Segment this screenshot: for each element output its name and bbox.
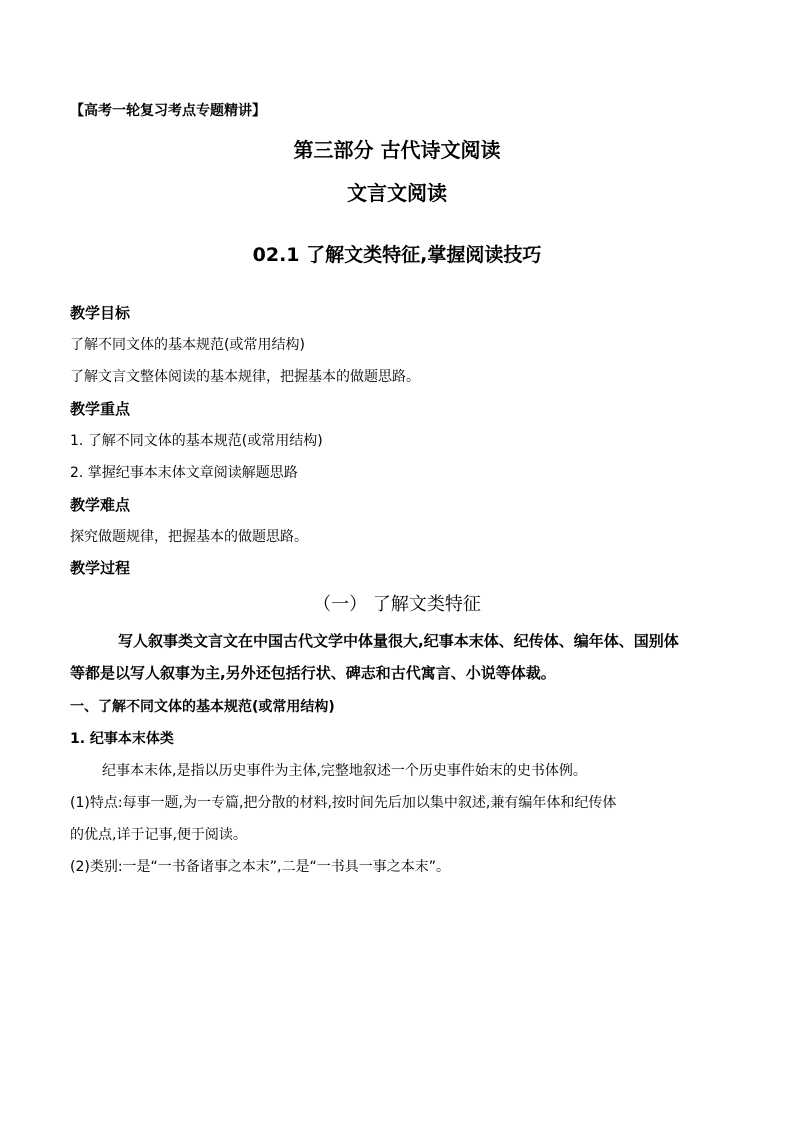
series-label: 【高考一轮复习考点专题精讲】 xyxy=(70,103,266,119)
intro-line-2: 等都是以写人叙事为主,另外还包括行状、碑志和古代寓言、小说等体裁。 xyxy=(70,664,556,682)
category-line: (2)类别:一是“一书备诸事之本末”,二是“一书具一事之本末”。 xyxy=(70,859,451,875)
definition-line: 纪事本末体,是指以历史事件为主体,完整地叙述一个历史事件始末的史书体例。 xyxy=(102,763,587,779)
process-heading: 教学过程 xyxy=(70,559,131,577)
feature-line-1: (1)特点:每事一题,为一专篇,把分散的材料,按时间先后加以集中叙述,兼有编年体和纪传体 xyxy=(70,795,617,811)
heading-a: 一、了解不同文体的基本规范(或常用结构) xyxy=(70,699,335,715)
part-title: 第三部分 古代诗文阅读 xyxy=(293,138,501,162)
difficulty-line-1: 探究做题规律，把握基本的做题思路。 xyxy=(70,529,308,545)
goal-line-1: 了解不同文体的基本规范(或常用结构) xyxy=(70,337,305,353)
sub-title: 文言文阅读 xyxy=(347,181,447,205)
heading-a1: 1. 纪事本末体类 xyxy=(70,731,174,747)
feature-line-2: 的优点,详于记事,便于阅读。 xyxy=(70,827,247,843)
focus-heading: 教学重点 xyxy=(70,400,131,418)
lesson-title: 02.1 了解文类特征,掌握阅读技巧 xyxy=(252,244,542,266)
goal-line-2: 了解文言文整体阅读的基本规律，把握基本的做题思路。 xyxy=(70,369,420,385)
section-one-title: （一） 了解文类特征 xyxy=(313,594,481,615)
difficulty-heading: 教学难点 xyxy=(70,496,131,514)
goal-heading: 教学目标 xyxy=(70,304,131,322)
focus-line-1: 1. 了解不同文体的基本规范(或常用结构) xyxy=(70,433,323,449)
focus-line-2: 2. 掌握纪事本末体文章阅读解题思路 xyxy=(70,465,298,481)
intro-line-1: 写人叙事类文言文在中国古代文学中体量很大,纪事本末体、纪传体、编年体、国别体 xyxy=(118,632,679,650)
